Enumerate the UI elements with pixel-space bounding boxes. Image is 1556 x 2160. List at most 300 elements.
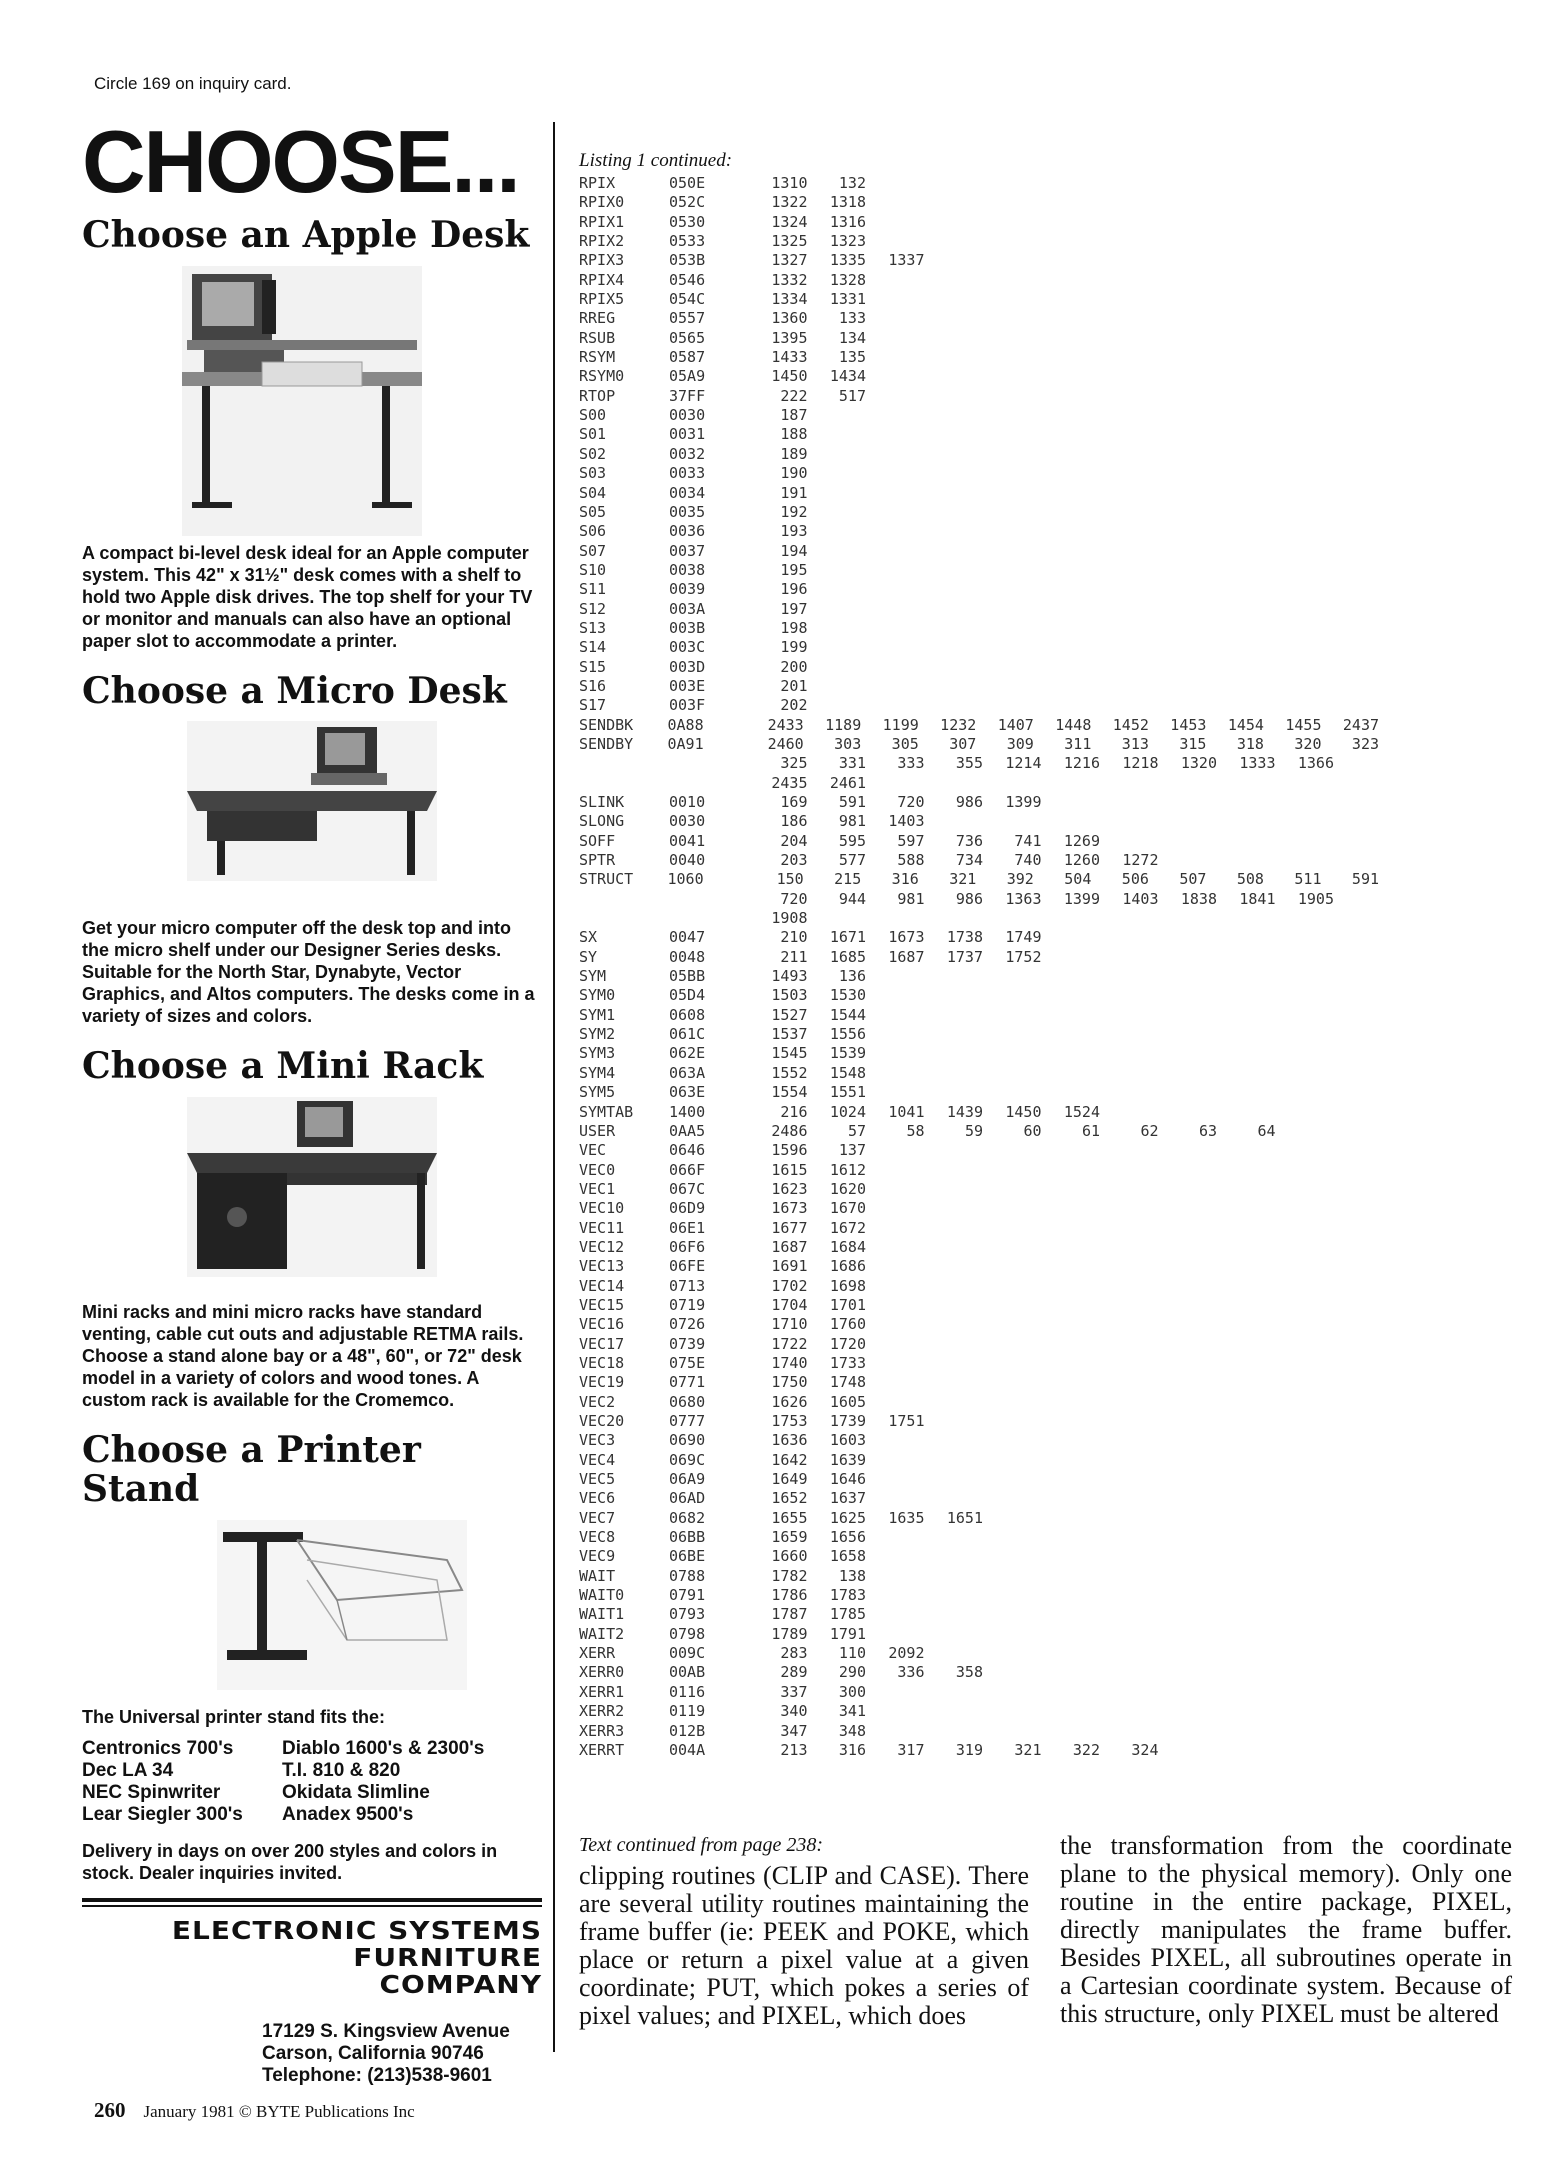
listing-address: 0037: [669, 541, 706, 560]
listing-row: [579, 774, 1379, 793]
listing-reference: 507: [1179, 870, 1207, 889]
listing-address: 0788: [669, 1566, 706, 1585]
listing-reference: 215: [834, 870, 862, 889]
listing-reference: 1455: [1285, 715, 1322, 734]
listing-symbol: RPIX: [579, 174, 616, 192]
listing-symbol: VEC1: [579, 1179, 616, 1198]
listing-reference: 1698: [829, 1276, 866, 1295]
listing-reference: 1760: [829, 1315, 866, 1334]
listing-reference: 1548: [829, 1063, 866, 1082]
listing-symbol: S11: [579, 580, 607, 599]
listing-reference: 1596: [771, 1141, 808, 1160]
listing-reference: 1748: [829, 1373, 866, 1392]
listing-symbol: VEC11: [579, 1218, 625, 1237]
listing-reference: 1637: [829, 1489, 866, 1508]
listing-row: [579, 387, 1379, 406]
listing-reference: 392: [1006, 870, 1034, 889]
listing-address: 0AA5: [669, 1121, 706, 1140]
listing-address: 0690: [669, 1431, 706, 1450]
listing-row: [579, 1161, 1379, 1180]
listing-address: 009C: [669, 1644, 706, 1663]
listing-reference: 58: [906, 1121, 925, 1140]
listing-reference: 1623: [771, 1179, 808, 1198]
listing-reference: 1652: [771, 1489, 808, 1508]
listing-reference: 216: [780, 1102, 808, 1121]
listing-reference: 1399: [1063, 889, 1100, 908]
listing-reference: 1403: [1122, 889, 1159, 908]
listing-reference: 1615: [771, 1160, 808, 1179]
listing-address: 0A88: [667, 715, 704, 734]
listing-reference: 2092: [888, 1644, 925, 1663]
listing-symbol: VEC5: [579, 1470, 616, 1489]
listing-address: 0557: [669, 309, 706, 328]
listing-row: [579, 561, 1379, 580]
listing-address: 06D9: [669, 1199, 706, 1218]
address-line: 17129 S. Kingsview Avenue: [262, 2020, 510, 2042]
listing-reference: 303: [834, 734, 862, 753]
listing-reference: 1737: [946, 947, 983, 966]
listing-reference: 1785: [829, 1605, 866, 1624]
listing-reference: 348: [838, 1721, 866, 1740]
listing-reference: 1320: [1180, 754, 1217, 773]
listing-reference: 1332: [771, 270, 808, 289]
listing-reference: 1626: [771, 1392, 808, 1411]
listing-reference: 1671: [829, 928, 866, 947]
listing-address: 37FF: [669, 386, 706, 405]
listing-address: 012B: [669, 1721, 706, 1740]
listing-reference: 1216: [1063, 754, 1100, 773]
listing-reference: 1363: [1005, 889, 1042, 908]
listing-reference: 1214: [1005, 754, 1042, 773]
listing-row: [579, 1238, 1379, 1257]
listing-address: 0771: [669, 1373, 706, 1392]
listing-reference: 1687: [888, 947, 925, 966]
logo-rule: [82, 1898, 542, 1907]
listing-reference: 2486: [771, 1121, 808, 1140]
listing-row: [579, 1141, 1379, 1160]
listing-symbol: VEC2: [579, 1392, 616, 1411]
listing-reference: 317: [897, 1740, 925, 1759]
listing-symbol: VEC16: [579, 1315, 625, 1334]
page-number: 260: [94, 2098, 126, 2122]
listing-symbol: VEC17: [579, 1334, 625, 1353]
listing-reference: 62: [1140, 1121, 1159, 1140]
listing-reference: 1787: [771, 1605, 808, 1624]
apple-desk-photo: [182, 266, 422, 536]
listing-symbol: VEC3: [579, 1431, 616, 1450]
listing-reference: 981: [897, 889, 925, 908]
listing-reference: 588: [897, 851, 925, 870]
listing-symbol: VEC13: [579, 1257, 625, 1276]
listing-symbol: XERR1: [579, 1682, 625, 1701]
listing-symbol: SENDBY: [579, 734, 634, 753]
listing-address: 06BE: [669, 1547, 706, 1566]
listing-row: [579, 890, 1379, 909]
listing-symbol: S02: [579, 444, 607, 463]
listing-reference: 1783: [829, 1586, 866, 1605]
listing-row: [579, 1722, 1379, 1741]
listing-symbol: SLONG: [579, 812, 625, 831]
listing-reference: 199: [780, 638, 808, 657]
listing-address: 067C: [669, 1179, 706, 1198]
printer-item: Lear Siegler 300's: [82, 1803, 243, 1825]
listing-address: 069C: [669, 1450, 706, 1469]
listing-reference: 944: [838, 889, 866, 908]
listing-reference: 517: [838, 386, 866, 405]
listing-reference: 1635: [888, 1508, 925, 1527]
listing-reference: 64: [1257, 1121, 1276, 1140]
listing-reference: 508: [1236, 870, 1264, 889]
listing-row: [579, 1412, 1379, 1431]
micro-desk-photo: [187, 721, 437, 881]
listing-reference: 340: [780, 1702, 808, 1721]
listing-symbol: SYM: [579, 967, 607, 986]
listing-reference: 1701: [829, 1295, 866, 1314]
listing-reference: 210: [780, 928, 808, 947]
listing-reference: 1272: [1122, 851, 1159, 870]
listing-reference: 1334: [771, 290, 808, 309]
listing-row: [579, 716, 1379, 735]
listing-symbol: VEC8: [579, 1528, 616, 1547]
listing-reference: 1672: [829, 1218, 866, 1237]
listing-address: 003F: [669, 696, 706, 715]
listing-symbol: SY: [579, 947, 598, 966]
listing-row: [579, 1335, 1379, 1354]
listing-symbol: VEC7: [579, 1508, 616, 1527]
listing-reference: 1786: [771, 1586, 808, 1605]
listing-reference: 150: [776, 870, 804, 889]
listing-reference: 1625: [829, 1508, 866, 1527]
listing-address: 0646: [669, 1141, 706, 1160]
listing-address: [669, 754, 749, 773]
footer-text: January 1981 © BYTE Publications Inc: [143, 2102, 415, 2121]
listing-address: 0791: [669, 1586, 706, 1605]
listing-reference: 1551: [829, 1083, 866, 1102]
printer-item: T.I. 810 & 820: [282, 1759, 401, 1781]
listing-row: [579, 1431, 1379, 1450]
listing-reference: 1673: [888, 928, 925, 947]
listing-reference: 1720: [829, 1334, 866, 1353]
listing-row: [579, 1315, 1379, 1334]
listing-reference: 1738: [946, 928, 983, 947]
listing-address: 0119: [669, 1702, 706, 1721]
listing-symbol: SENDBK: [579, 715, 634, 734]
listing-address: 0713: [669, 1276, 706, 1295]
listing-reference: 1450: [771, 367, 808, 386]
listing-reference: 1360: [771, 309, 808, 328]
listing-row: [579, 1277, 1379, 1296]
listing-address: 004A: [669, 1740, 706, 1759]
listing-address: 0546: [669, 270, 706, 289]
listing-reference: 203: [780, 851, 808, 870]
listing-address: 0036: [669, 522, 706, 541]
listing-reference: 1403: [888, 812, 925, 831]
listing-reference: 1322: [771, 193, 808, 212]
listing-reference: 506: [1121, 870, 1149, 889]
listing-reference: 504: [1064, 870, 1092, 889]
listing-reference: 1325: [771, 232, 808, 251]
listing-address: 0682: [669, 1508, 706, 1527]
listing-symbol: WAIT2: [579, 1624, 625, 1643]
listing-symbol: STRUCT: [579, 870, 634, 889]
listing-symbol: S17: [579, 696, 607, 715]
listing-reference: 133: [838, 309, 866, 328]
listing-reference: 189: [780, 444, 808, 463]
listing-address: 066F: [669, 1160, 706, 1179]
listing-row: [579, 928, 1379, 947]
listing-row: [579, 1257, 1379, 1276]
listing-reference: 1739: [829, 1412, 866, 1430]
listing-row: [579, 1219, 1379, 1238]
listing-row: [579, 1451, 1379, 1470]
listing-reference: 1554: [771, 1083, 808, 1102]
listing-address: 050E: [669, 174, 706, 192]
article-column-1: [579, 1832, 1029, 2030]
page-footer: [94, 2098, 415, 2123]
listing-reference: 324: [1131, 1740, 1159, 1759]
listing-address: 06AD: [669, 1489, 706, 1508]
listing-reference: 305: [891, 734, 919, 753]
listing-reference: 1366: [1297, 754, 1334, 773]
listing-address: 003C: [669, 638, 706, 657]
listing-symbol: S16: [579, 676, 607, 695]
listing-reference: 1789: [771, 1624, 808, 1643]
listing-reference: 1269: [1063, 831, 1100, 850]
listing-row: [579, 832, 1379, 851]
listing-symbol: SOFF: [579, 831, 616, 850]
listing-symbol: VEC: [579, 1141, 607, 1160]
listing-row: [579, 1199, 1379, 1218]
listing-address: 003E: [669, 676, 706, 695]
listing-reference: 190: [780, 464, 808, 483]
listing-address: 061C: [669, 1025, 706, 1044]
listing-reference: 1395: [771, 328, 808, 347]
listing-row: [579, 1373, 1379, 1392]
listing-reference: 1527: [771, 1005, 808, 1024]
listing-reference: 63: [1198, 1121, 1217, 1140]
listing-row: [579, 1702, 1379, 1721]
listing-reference: 134: [838, 328, 866, 347]
listing-symbol: VEC10: [579, 1199, 625, 1218]
listing-symbol: RPIX3: [579, 251, 625, 270]
listing-row: [579, 909, 1379, 928]
listing-address: 0777: [669, 1412, 706, 1430]
listing-reference: 57: [847, 1121, 866, 1140]
article-text-2: the transformation from the coordinate plane to the physical memory). Only one routine in the entire package, PIXEL, directly manipulates the frame buffer. Besides PIXEL, all subroutines operate in a Cartesian coordinate system. Because of this structure, only PIXEL must be altered: [1060, 1831, 1512, 2028]
listing-reference: 1753: [771, 1412, 808, 1430]
listing-reference: 1752: [1005, 947, 1042, 966]
listing-reference: 1199: [882, 715, 919, 734]
listing-reference: 135: [838, 348, 866, 367]
listing-reference: 1838: [1180, 889, 1217, 908]
listing-address: 063A: [669, 1063, 706, 1082]
listing-symbol: VEC6: [579, 1489, 616, 1508]
listing-reference: 1677: [771, 1218, 808, 1237]
listing-row: [579, 1393, 1379, 1412]
listing-reference: 1552: [771, 1063, 808, 1082]
listing-address: 0719: [669, 1295, 706, 1314]
listing-symbol: XERR3: [579, 1721, 625, 1740]
listing-reference: 1503: [771, 986, 808, 1005]
listing-address: [669, 774, 749, 793]
listing-symbol: S05: [579, 502, 607, 521]
listing-reference: 1710: [771, 1315, 808, 1334]
listing-reference: 341: [838, 1702, 866, 1721]
listing-address: 0032: [669, 444, 706, 463]
listing-reference: 1649: [771, 1470, 808, 1489]
listing-symbol: WAIT: [579, 1566, 616, 1585]
listing-symbol: RPIX0: [579, 193, 625, 212]
listing-row: [579, 1489, 1379, 1508]
listing-row: [579, 696, 1379, 715]
company-logo-line: COMPANY: [379, 1969, 542, 2000]
listing-address: 053B: [669, 251, 706, 270]
listing-address: 05D4: [669, 986, 706, 1005]
listing-reference: 197: [780, 599, 808, 618]
listing-row: [579, 1180, 1379, 1199]
listing-reference: 1642: [771, 1450, 808, 1469]
listing-reference: 740: [1014, 851, 1042, 870]
listing-reference: 591: [838, 793, 866, 811]
listing-reference: 300: [838, 1682, 866, 1701]
listing-symbol: [579, 909, 669, 928]
listing-row: [579, 851, 1379, 870]
listing-symbol: RREG: [579, 309, 616, 328]
listing-reference: 322: [1072, 1740, 1100, 1759]
listing-reference: 283: [780, 1644, 808, 1663]
listing-row: [579, 580, 1379, 599]
printer-item: Diablo 1600's & 2300's: [282, 1737, 485, 1759]
listing-reference: 186: [780, 812, 808, 831]
listing-reference: 2461: [829, 773, 866, 792]
listing-symbol: S06: [579, 522, 607, 541]
listing-reference: 2460: [767, 734, 804, 753]
listing-reference: 1656: [829, 1528, 866, 1547]
listing-reference: 316: [838, 1740, 866, 1759]
listing-symbol: SLINK: [579, 793, 625, 811]
listing-reference: 222: [780, 386, 808, 405]
listing-reference: 1673: [771, 1199, 808, 1218]
listing-symbol: SYM4: [579, 1063, 616, 1082]
listing-address: 0565: [669, 328, 706, 347]
listing-row: [579, 870, 1379, 889]
listing-reference: 1603: [829, 1431, 866, 1450]
listing-row: [579, 967, 1379, 986]
listing-reference: 2437: [1342, 715, 1380, 734]
printer-item: Okidata Slimline: [282, 1781, 430, 1803]
listing-reference: 136: [838, 967, 866, 986]
listing-reference: 595: [838, 831, 866, 850]
listing-row: [579, 503, 1379, 522]
listing-symbol: S14: [579, 638, 607, 657]
listing-symbol: RPIX5: [579, 290, 625, 309]
listing-reference: 132: [838, 174, 866, 192]
listing-row: [579, 1625, 1379, 1644]
listing-reference: 1452: [1112, 715, 1149, 734]
listing-reference: 1544: [829, 1005, 866, 1024]
listing-symbol: [579, 890, 669, 909]
listing-row: [579, 271, 1379, 290]
listing-reference: 577: [838, 851, 866, 870]
listing-reference: 1537: [771, 1025, 808, 1044]
listing-reference: 315: [1179, 734, 1207, 753]
listing-row: [579, 329, 1379, 348]
listing-symbol: VEC19: [579, 1373, 625, 1392]
listing-row: [579, 1470, 1379, 1489]
listing-address: 0030: [669, 812, 706, 831]
listing-reference: 1232: [940, 715, 977, 734]
listing-reference: 201: [780, 676, 808, 695]
listing-row: [579, 251, 1379, 270]
listing-row: [579, 464, 1379, 483]
listing-reference: 358: [955, 1663, 983, 1682]
listing-symbol: SYMTAB: [579, 1102, 634, 1121]
listing-reference: 1327: [771, 251, 808, 270]
company-logo: [82, 1917, 542, 1998]
mini-rack-heading: Choose a Mini Rack: [82, 1045, 484, 1088]
listing-reference: 1041: [888, 1102, 925, 1121]
apple-desk-heading: Choose an Apple Desk: [82, 214, 530, 256]
listing-reference: 1337: [888, 251, 925, 270]
printer-stand-heading: Choose a Printer Stand: [82, 1428, 421, 1511]
listing-row: [579, 406, 1379, 425]
listing-reference: 511: [1294, 870, 1322, 889]
listing-address: 0587: [669, 348, 706, 367]
listing-row: [579, 1006, 1379, 1025]
listing-reference: 720: [780, 889, 808, 908]
listing-reference: 2433: [767, 715, 804, 734]
listing-symbol: VEC15: [579, 1295, 625, 1314]
listing-symbol: VEC20: [579, 1412, 625, 1430]
listing-reference: 191: [780, 483, 808, 502]
listing-reference: 320: [1294, 734, 1322, 753]
listing-reference: 1704: [771, 1295, 808, 1314]
listing-reference: 319: [955, 1740, 983, 1759]
listing-reference: 202: [780, 696, 808, 715]
listing-row: [579, 1083, 1379, 1102]
listing-reference: 138: [838, 1566, 866, 1585]
listing-row: [579, 1509, 1379, 1528]
listing-symbol: XERRT: [579, 1740, 625, 1759]
listing-row: [579, 1663, 1379, 1682]
listing-address: 06F6: [669, 1237, 706, 1256]
listing-reference: 347: [780, 1721, 808, 1740]
listing-reference: 321: [1014, 1740, 1042, 1759]
listing-symbol: VEC9: [579, 1547, 616, 1566]
listing-row: [579, 1354, 1379, 1373]
listing-row: [579, 484, 1379, 503]
listing-address: 05A9: [669, 367, 706, 386]
listing-reference: 1310: [771, 174, 808, 192]
listing-reference: 1639: [829, 1450, 866, 1469]
listing-symbol: VEC18: [579, 1353, 625, 1372]
listing-symbol: USER: [579, 1121, 616, 1140]
listing-reference: 1399: [1005, 793, 1042, 811]
listing-reference: 195: [780, 560, 808, 579]
listing-reference: 1687: [771, 1237, 808, 1256]
listing-address: 003A: [669, 599, 706, 618]
listing-row: [579, 1586, 1379, 1605]
listing-symbol: RPIX2: [579, 232, 625, 251]
listing-reference: 355: [955, 754, 983, 773]
listing-row: [579, 522, 1379, 541]
listing-reference: 1530: [829, 986, 866, 1005]
listing-reference: 1328: [829, 270, 866, 289]
listing-row: [579, 1741, 1379, 1760]
company-logo-line: ELECTRONIC SYSTEMS: [171, 1915, 542, 1946]
printer-stand-photo: [217, 1520, 467, 1690]
listing-row: [579, 1547, 1379, 1566]
